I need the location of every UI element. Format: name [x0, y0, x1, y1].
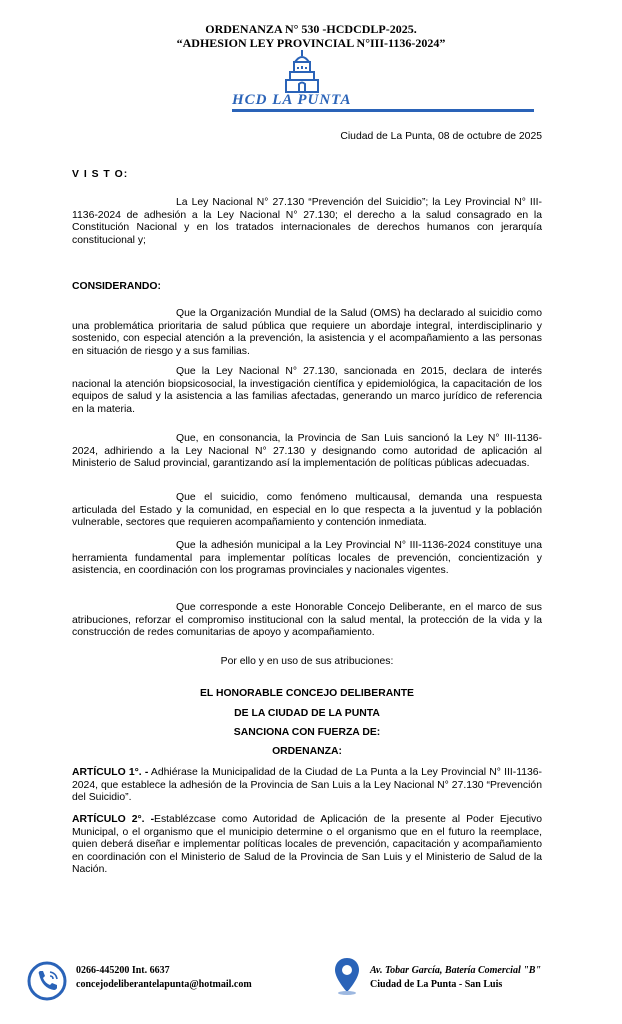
logo-text: HCD LA PUNTA — [232, 92, 352, 108]
considerando-paragraph: Que corresponde a este Honorable Concejo Deliberante, en el marco de sus atribuciones, reforzar el compromiso institucional con la salud mental, la protección de la vida y la construcción de redes comunitarias de apoyo y acompañamiento. — [72, 602, 542, 639]
sanciona-line: ORDENANZA: — [272, 746, 342, 757]
phone-icon — [26, 960, 68, 1002]
article-text: Adhiérase la Municipalidad de la Ciudad de La Punta a la Ley Provincial N° III-1136-2024, que establece la adhesión de la Provincia de San Luis a la Ley Nacional N° 27.130 “Prevención del Suicidio”. — [72, 767, 542, 804]
article-label: ARTÍCULO 2°. - — [72, 814, 155, 825]
sanciona-line: EL HONORABLE CONCEJO DELIBERANTE — [200, 688, 414, 699]
building-tower-icon — [282, 48, 322, 94]
ordinance-title: ORDENANZA N° 530 -HCDCDLP-2025. — [205, 22, 417, 36]
article-2 — [72, 814, 542, 877]
visto-heading: V I S T O: — [72, 169, 129, 180]
footer-city: Ciudad de La Punta - San Luis — [370, 979, 503, 990]
considerando-paragraph: Que la adhesión municipal a la Ley Provincial N° III-1136-2024 constituye una herramienta fundamental para implementar políticas locales de prevención, concientización y asistencia, en coordinación con los programas provinciales y nacionales vigentes. — [72, 540, 542, 577]
article-label: ARTÍCULO 1°. - — [72, 767, 149, 778]
footer-address: Av. Tobar García, Batería Comercial "B" — [370, 965, 542, 976]
ordinance-subtitle: “ADHESION LEY PROVINCIAL N°III-1136-2024” — [176, 36, 446, 50]
considerando-paragraph: Que, en consonancia, la Provincia de San Luis sancionó la Ley N° III-1136-2024, adhiriendo a la Ley Nacional N° 27.130 y designando como autoridad de aplicación al Ministerio de Salud provincial, garantizando así la implementación de políticas públicas adecuadas. — [72, 433, 542, 470]
considerando-paragraph: Que el suicidio, como fenómeno multicausal, demanda una respuesta articulada del Estado y la comunidad, en especial en lo que respecta a la juventud y la población vulnerable, sectores que requieren acompañamiento y contención inmediata. — [72, 492, 542, 529]
sanciona-line: DE LA CIUDAD DE LA PUNTA — [234, 708, 380, 719]
considerando-heading: CONSIDERANDO: — [72, 281, 161, 292]
closing-statement: Por ello y en uso de sus atribuciones: — [220, 656, 394, 667]
considerando-paragraph: Que la Ley Nacional N° 27.130, sancionada en 2015, declara de interés nacional la atención biopsicosocial, la investigación científica y epidemiológica, la capacitación de los equipos de salud y la asistencia a las familias afectadas, generando un marco jurídico de referencia en la materia. — [72, 366, 542, 415]
hcd-logo — [232, 48, 534, 114]
document-date: Ciudad de La Punta, 08 de octubre de 2025 — [340, 131, 542, 142]
article-text: Establézcase como Autoridad de Aplicación de la presente al Poder Ejecutivo Municipal, o el organismo que el municipio determine o el organismo que en el futuro la reemplace, quien deberá diseñar e implementar políticas locales de prevención, capacitación y acompañamiento en coordinación con el Ministerio de Salud de la Provincia de San Luis y el Ministerio de Salud de la Nación. — [72, 814, 542, 876]
visto-paragraph: La Ley Nacional N° 27.130 “Prevención del Suicidio”; la Ley Provincial N° III-1136-2024 de adhesión a la Ley Nacional N° 27.130; el derecho a la salud consagrado en la Constitución Nacional y en los tratados internacionales de derechos humanos con jerarquía constitucional y; — [72, 197, 542, 246]
sanciona-line: SANCIONA CON FUERZA DE: — [233, 727, 381, 738]
article-1 — [72, 767, 542, 805]
footer-phone: 0266-445200 Int. 6637 — [76, 965, 170, 976]
considerando-paragraph: Que la Organización Mundial de la Salud (OMS) ha declarado al suicidio como una problemática prioritaria de salud pública que requiere un abordaje integral, interdisciplinario y sostenido, con especial atención a la prevención, la asistencia y el acompañamiento a las personas en situación de riesgo y a sus familias. — [72, 308, 542, 357]
location-pin-icon — [332, 956, 362, 996]
footer — [0, 952, 622, 1004]
footer-email[interactable]: concejodeliberantelapunta@hotmail.com — [76, 979, 252, 990]
logo-divider — [232, 109, 534, 112]
